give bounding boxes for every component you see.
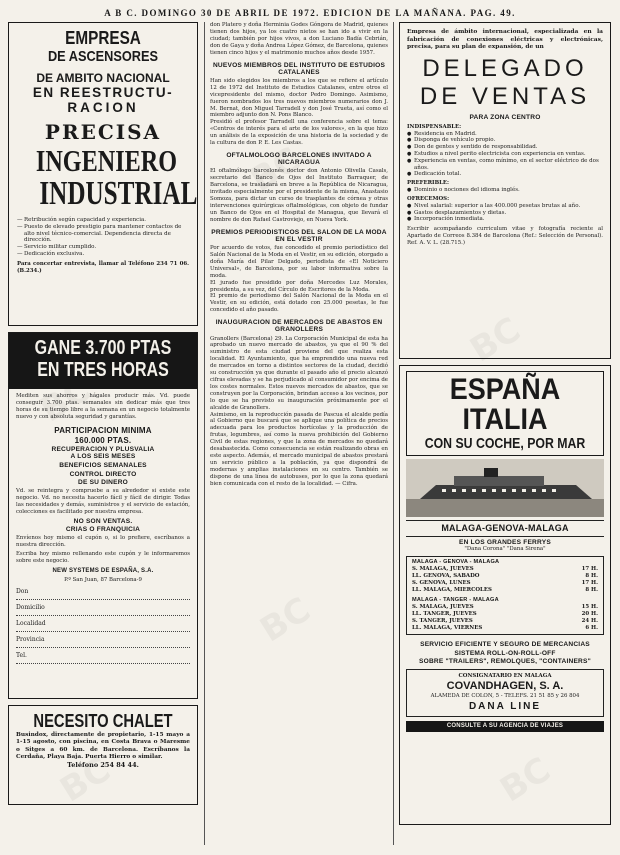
ad-headline: EN TRES HORAS — [37, 359, 169, 381]
ad-body: Busindox, directamente de propietario, 1-15 mayo a 1-15 agosto, con piscina, en Costa Brava o Maresme o Sitges a 60 km. de Barcelona. Escríbanos la Cerdaña, Playa Baja. Puerta Hierro o similar. — [16, 732, 190, 761]
article-title: PREMIOS PERIODISTICOS DEL SALON DE LA MODA EN EL VESTIR — [211, 228, 387, 243]
ad-subhead: EN LOS GRANDES FERRYS — [459, 539, 551, 546]
article-text: Presidió el profesor Tarradell una conferencia sobre el tema: «Centros de interés para el arte de los valores», en la que hizo un análisis de la exposición de una historia de la sociedad y de la cultura de don P. E. Les Castas. — [210, 119, 388, 147]
ad-headline: CON SU COCHE, POR MAR — [424, 435, 586, 452]
column-middle — [204, 22, 394, 845]
coupon-field-provincia[interactable]: Provincia — [16, 632, 190, 648]
ad-label: OFRECEMOS: — [407, 195, 450, 202]
ad-subhead: RECUPERACION Y PLUSVALIA — [51, 445, 155, 453]
article-text: Granollers (Barcelona) 29. La Corporación Municipal de esta ha aprobado un nuevo mercado de abastos, ya que el 90 % del suministro de esta ciudad proviene del que realiza esta localidad. El Ayuntamiento, que ha emprendido una nueva red de mercados en torno a distintos sectores de la ciudad, decidió su construcción ya que durante el pasado año el precio alcanzó cifras elevadas y se ha perjudicado al consumidor por encima de los costes normales. Estos nuevos mercados de abastos, que se construyen por la Corporación, brindan acceso a los vecinos, por lo que se ha previsto su inauguración próximamente por el alcalde de Granollers. — [210, 335, 388, 411]
ad-subhead: SOBRE "TRAILERS", REMOLQUES, "CONTAINERS" — [419, 658, 591, 666]
schedule-row: S. MALAGA, JUEVES 17 H. — [412, 566, 598, 573]
ad-label: INDISPENSABLE: — [407, 123, 462, 130]
ad-phone: Teléfono 254 84 44. — [67, 760, 139, 769]
schedule-row: S. MALAGA, JUEVES 15 H. — [412, 604, 598, 611]
ad-headline: DE ASCENSORES — [47, 48, 159, 65]
ad-offers — [407, 203, 603, 223]
ad-headline: DELEGADO — [422, 54, 588, 82]
ad-necesito-chalet — [8, 705, 198, 805]
schedule-row: LL. MALAGA, MIERCOLES 8 H. — [412, 587, 598, 594]
ad-headline: ESPAÑA — [449, 373, 561, 406]
article-text: don Platero y doña Herminia Godes Góngora de Madrid, quienes tienen dos hijos, ya los cuatro nietos se han ido a vivir en la ciudad; también por hijos vivos, a don Luciano Badía Cebrián, don de Gaya y doña Andrea López Gómez, de Barcelona, quienes tienen cinco hijos y el matrimonio muchos años desde 1957. — [210, 22, 388, 56]
ad-headline: GANE 3.700 PTAS — [34, 337, 172, 359]
ad-subhead: A LOS SEIS MESES — [70, 453, 136, 461]
article-text: El premio de periodismo del Salón Nacional de la Moda en el Vestir, en su edición, está dotado con 25.000 pesetas, le fue concedido el año pasado. — [210, 293, 388, 314]
schedule-row: LL. GENOVA, SABADO 8 H. — [412, 573, 598, 580]
ad-closing: Escribir acompañando curriculum vitae y fotografía reciente al Apartado de Correos 8.384 de Barcelona (Ref.: Selección de Personal). Ref. A. V. L. (28.715.) — [407, 226, 603, 246]
ad-address: ALAMEDA DE COLON, 5 - TELEFS. 21 51 85 y 26 804 — [430, 693, 580, 700]
ad-intro: Mediten sus ahorros y hágales producir más. Vd. puede conseguir 3.700 ptas. semanales sin dedicar más que tres horas de su tiempo libre a la semana en un negocio totalmente nuevo y con absoluta seguridad y garantías. — [16, 393, 190, 420]
schedule-title: MALAGA - GENOVA - MALAGA — [412, 559, 500, 566]
ad-route: MALAGA-GENOVA-MALAGA — [406, 520, 604, 537]
ad-subhead: BENEFICIOS SEMANALES — [59, 462, 147, 470]
article-text: El oftalmólogo barcelonés doctor don Antonio Olivella Casals, secretario del Banco de Ojos del Instituto Barraquer, de Barcelona, se trasladará en breve a la República de Nicaragua, invitado especialmente por el presidente de la misma, Anastasio Somoza, para dictar un curso de trasplantes de córnea y otras intervenciones quirúrgicas oftalmológicas, con objeto de fundar un Banco de Ojos en el Hospital de Managua, que llevará el nombre de don Rafael Castroviejo, en Nueva York. — [210, 168, 388, 223]
list-item: ● Dedicación total. — [407, 171, 603, 178]
article-text: El jurado fue presidido por doña Mercedes Luz Morales, presidenta, a su vez, del Círculo de Escritores de la Moda. — [210, 279, 388, 293]
ad-intro: Empresa de ámbito internacional, especializada en la fabricación de conexiones eléctricas y electrónicas, precisa, para su plan de expansión, de un — [407, 28, 603, 50]
ad-subhead: SERVICIO EFICIENTE Y SEGURO DE MERCANCIAS — [420, 640, 590, 648]
article-text: Asimismo, en la reproducción pasada de Pascua el alcalde pedía al Gobierno que buscará que se aplique una política de precios adecuada para los productos hortícolas y la producción de frutas, legumbres, así como la nueva prohibición del Gobierno Civil de estas regiones, y que la zona de mercados no quedará desabastecida. Como consecuencia se están realizando obras en este aspecto. Además, el mercado municipal de abastos prestará un servicio público a la población, ya que dispondrá de modernas y amplias instalaciones en su centro. También se dispone de una línea de autobuses, por lo que la zona quedará bien comunicada con el resto de la localidad. — Cifra. — [210, 411, 388, 487]
ad-subhead: NO SON VENTAS. — [73, 518, 133, 526]
schedule-row: S. GENOVA, LUNES 17 H. — [412, 580, 598, 587]
ad-industrial: INDUSTRIAL — [39, 175, 198, 212]
ad-subhead: SISTEMA ROLL-ON-ROLL-OFF — [454, 649, 556, 657]
ad-headline: NECESITO CHALET — [33, 711, 173, 731]
ad-gane-ptas — [8, 332, 198, 699]
coupon-field-tel[interactable]: Tel. — [16, 648, 190, 664]
ad-espana-italia — [399, 365, 611, 825]
ad-company: NEW SYSTEMS DE ESPAÑA, S.A. — [52, 567, 154, 574]
ad-company: COVANDHAGEN, S. A. — [446, 680, 564, 693]
ad-headline: DE VENTAS — [419, 82, 591, 110]
ad-ingeniero: INGENIERO — [35, 143, 178, 178]
article-title: NUEVOS MIEMBROS DEL INSTITUTO DE ESTUDIOS CATALANES — [212, 61, 386, 76]
ad-subhead: PARA ZONA CENTRO — [469, 113, 541, 121]
ad-empresa-ascensores — [8, 22, 198, 326]
ad-requirements — [407, 131, 603, 179]
list-item: — Retribución según capacidad y experiencia. — [17, 217, 189, 224]
list-item: ● Residencia en Madrid. — [407, 131, 603, 138]
article-text: Por acuerdo de votos, fue concedido el premio periodístico del Salón Nacional de la Moda en el Vestir, en su edición, otorgado a doña María del Pilar Delgado, periodista de «El Noticiero Universal», de Barcelona, por su labor informativa sobre la moda. — [210, 245, 389, 279]
schedule-row: S. TANGER, JUEVES 24 H. — [412, 617, 598, 624]
ad-contact: Para concertar entrevista, llamar al Teléfono 234 71 06. (B.234.) — [17, 260, 189, 274]
ad-body: Vd. se reintegra y compruebe a su alrededor si existe este negocio. Vd. no necesita hacerlo fácil y fácil de dirigir. Todas las necesidades y demás, suministros y el servicio de estación, colecciones es facilitado por nuestra empresa. — [16, 487, 190, 515]
list-item: ● Don de gentes y sentido de responsabilidad. — [407, 144, 603, 151]
list-item: ● Estudios a nivel perito electricista con experiencia en ventas. — [407, 151, 603, 158]
ad-subhead: CONTROL DIRECTO — [69, 471, 137, 479]
ad-precisa: PRECISA — [44, 120, 162, 144]
coupon-field-don[interactable]: Don — [16, 584, 190, 600]
page-header: A B C. DOMINGO 30 DE ABRIL DE 1972. EDICION DE LA MAÑANA. PAG. 49. — [104, 8, 516, 18]
article-title: INAUGURACION DE MERCADOS DE ABASTOS EN GRANOLLERS — [215, 319, 383, 334]
ad-brand: DANA LINE — [468, 701, 542, 713]
list-item: ● Disponga de vehículo propio. — [407, 137, 603, 144]
ad-headline: EN REESTRUCTU- — [32, 85, 174, 100]
list-item: ● Nivel salarial: superior a las 400.000 pesetas brutas al año. — [407, 203, 603, 210]
schedule-row: LL. TANGER, JUEVES 20 H. — [412, 611, 598, 618]
column-left — [8, 22, 198, 811]
list-item: ● Experiencia en ventas, como mínimo, en el sector eléctrico de dos años. — [407, 158, 603, 172]
list-item: ● Incorporación inmediata. — [407, 216, 603, 223]
ad-body: Envíenos hoy mismo el cupón o, si lo prefiere, escríbanos a nuestra dirección. — [16, 534, 190, 548]
coupon-field-domicilio[interactable]: Domicilio — [16, 600, 190, 616]
ad-preferences — [407, 187, 603, 194]
ad-label: PREFERIBLE: — [407, 180, 450, 187]
ad-headline: DE AMBITO NACIONAL — [36, 71, 170, 85]
schedule-title: MALAGA - TANGER - MALAGA — [412, 596, 499, 603]
ad-delegado-ventas — [399, 22, 611, 359]
ferry-ship-image — [406, 459, 604, 517]
list-item: — Servicio militar cumplido. — [17, 244, 189, 251]
ad-subhead: CRIAS O FRANQUICIA — [65, 525, 141, 533]
coupon-field-localidad[interactable]: Localidad — [16, 616, 190, 632]
article-text: Han sido elegidos los miembros a los que se refiere el artículo 12 de 1972 del Instituto de Estudios Catalanes, entre otros el vicepresidente del mismo, doctor Pedro Domingo. Asimismo, fueron nombrados los tres nuevos miembros numerarios don J. M. Bernat, don Miguel Tarradell y don José Trueta, así como el miembro adjunto don N. Pons Blanco. — [210, 77, 388, 119]
column-right — [399, 22, 611, 831]
ad-footer: CONSULTE A SU AGENCIA DE VIAJES — [406, 721, 604, 732]
ad-ferry-names: "Dana Corona" "Dana Sirena" — [464, 546, 546, 553]
ad-address: P.º San Juan, 87 Barcelona-9 — [64, 576, 142, 583]
list-item: ● Dominio o nociones del idioma inglés. — [407, 187, 603, 194]
ad-headline: ITALIA — [462, 403, 548, 436]
ad-label: CONSIGNATARIO EN MALAGA — [458, 673, 552, 680]
ad-headline: RACION — [67, 100, 139, 115]
list-item: — Dedicación exclusiva. — [17, 251, 189, 258]
ad-subhead: PARTICIPACION MINIMA — [54, 425, 152, 435]
ad-body: Escriba hoy mismo rellenando este cupón y le informaremos sobre este negocio. — [16, 550, 190, 564]
ad-requirements — [17, 217, 189, 258]
ad-headline: EMPRESA — [65, 28, 141, 48]
list-item: ● Gastos desplazamientos y dietas. — [407, 210, 603, 217]
list-item: — Puesto de elevado prestigio para mantener contactos de alto nivel técnico-comercial. Dependencia directa de dirección. — [17, 224, 189, 244]
schedule-row: LL. MALAGA, VIERNES 6 H. — [412, 624, 598, 631]
article-title: OFTALMOLOGO BARCELONES INVITADO A NICARAGUA — [226, 152, 372, 167]
ad-subhead: DE SU DINERO — [77, 478, 129, 486]
ad-subhead: 160.000 PTAS. — [74, 435, 132, 445]
